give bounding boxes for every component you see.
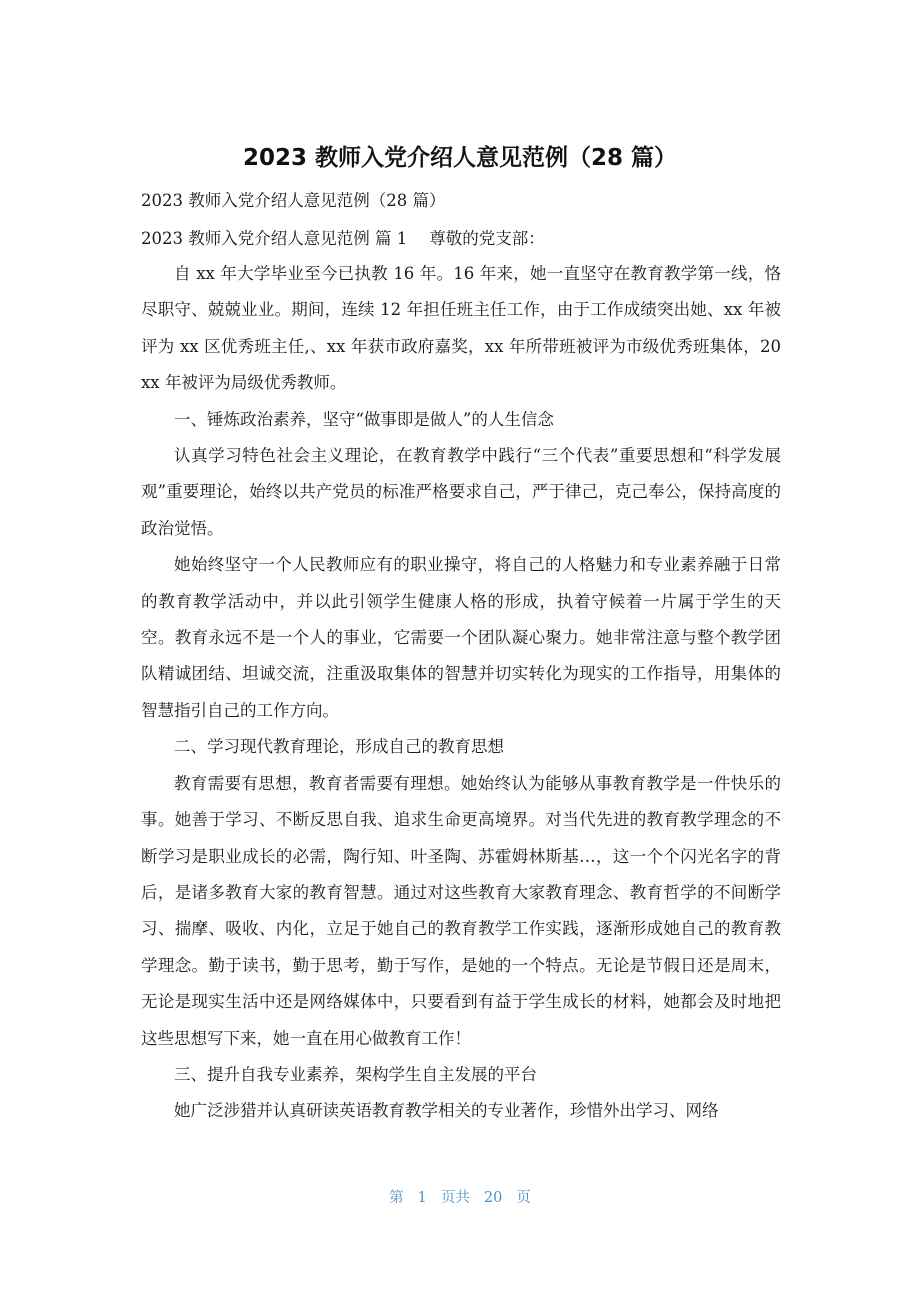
- document-title: 2023 教师入党介绍人意见范例（28 篇）: [242, 145, 678, 171]
- document-subtitle: 2023 教师入党介绍人意见范例（28 篇）: [141, 191, 446, 210]
- section-heading: 二、学习现代教育理论，形成自己的教育思想: [174, 737, 504, 757]
- section-heading: 三、提升自我专业素养，架构学生自主发展的平台: [174, 1064, 537, 1084]
- article-label: 2023 教师入党介绍人意见范例 篇 1: [141, 229, 408, 248]
- paragraph: 教育需要有思想，教育者需要有理想。她始终认为能够从事教育教学是一件快乐的事。她善于学习、不断反思自我、追求生命更高境界。对当代先进的教育教学理念的不断学习是职业成长的必需，陶行知、叶圣陶、苏霍姆林斯基…，这一个个闪光名字的背后，是诸多教育大家的教育智慧。通过对这些教育大家教育理念、教育哲学的不间断学习、揣摩、吸收、内化，立足于她自己的教育教学工作实践，逐渐形成她自己的教育教学理念。勤于读书，勤于思考，勤于写作，是她的一个特点。无论是节假日还是周末，无论是现实生活中还是网络媒体中，只要看到有益于学生成长的材料，她都会及时地把这些思想写下来，她一直在用心做教育工作！: [141, 773, 781, 1048]
- paragraph: 她始终坚守一个人民教师应有的职业操守，将自己的人格魅力和专业素养融于日常的教育教学活动中，并以此引领学生健康人格的形成，执着守候着一片属于学生的天空。教育永远不是一个人的事业，它需要一个团队凝心聚力。她非常注意与整个教学团队精诚团结、坦诚交流，注重汲取集体的智慧并切实转化为现实的工作指导，用集体的智慧指引自己的工作方向。: [141, 555, 781, 720]
- document-body: [141, 256, 781, 1130]
- paragraph: 认真学习特色社会主义理论，在教育教学中践行“三个代表”重要思想和“科学发展观”重要理论，始终以共产党员的标准严格要求自己，严于律己，克己奉公，保持高度的政治觉悟。: [141, 446, 781, 538]
- page-number: 1: [417, 1190, 427, 1206]
- page-suffix: 页: [516, 1190, 531, 1206]
- section-heading: 一、锤炼政治素养，坚守“做事即是做人”的人生信念: [174, 409, 554, 429]
- page-mid: 页共: [440, 1190, 470, 1206]
- intro-line: [141, 224, 545, 254]
- salutation: 尊敬的党支部：: [429, 229, 545, 248]
- page-total: 20: [483, 1190, 503, 1206]
- paragraph: 她广泛涉猎并认真研读英语教育教学相关的专业著作，珍惜外出学习、网络: [174, 1101, 719, 1121]
- page-footer: [0, 1184, 920, 1212]
- paragraph: 自 xx 年大学毕业至今已执教 16 年。16 年来，她一直坚守在教育教学第一线，恪尽职守、兢兢业业。期间，连续 12 年担任班主任工作，由于工作成绩突出她、xx 年被评为 xx 区优秀班主任,、xx 年获市政府嘉奖，xx 年所带班被评为市级优秀班集体，20xx 年被评为局级优秀教师。: [141, 264, 781, 393]
- page-prefix: 第: [389, 1190, 404, 1206]
